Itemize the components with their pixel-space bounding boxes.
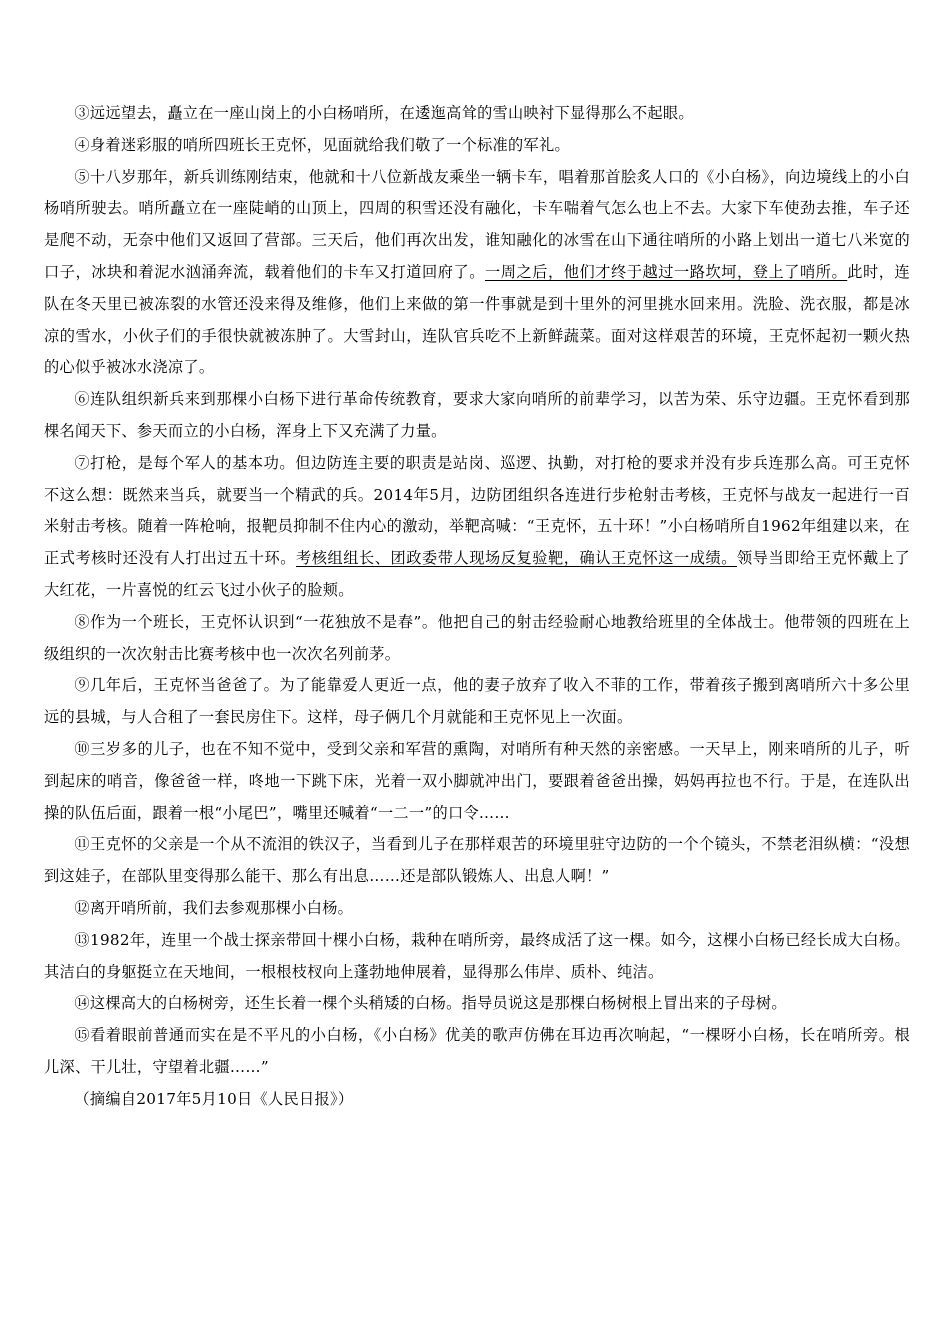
- paragraph-8: ⑧作为一个班长，王克怀认识到“一花独放不是春”。他把自己的射击经验耐心地教给班里的全体战士。他带领的四班在上级组织的一次次射击比赛考核中也一次次名列前茅。: [44, 612, 910, 663]
- paragraph-5-part-b: 此时，连队在冬天里已被冻裂的水管还没来得及维修，他们上来做的第一件事就是到十里外的河里挑水回来用。洗脸、洗衣服，都是冰凉的雪水，小伙子们的手很快就被冻肿了。大雪封山，连队官兵吃不上新鲜蔬菜。面对这样艰苦的环境，王克怀起初一颗火热的心似乎被冰水浇凉了。: [44, 262, 910, 377]
- paragraph-4: ④身着迷彩服的哨所四班长王克怀，见面就给我们敬了一个标准的军礼。: [74, 135, 570, 154]
- source-citation: （摘编自2017年5月10日《人民日报》）: [74, 1089, 354, 1108]
- paragraph-10: ⑩三岁多的儿子，也在不知不觉中，受到父亲和军营的熏陶，对哨所有种天然的亲密感。一天早上，刚来哨所的儿子，听到起床的哨音，像爸爸一样，咚地一下跳下床，光着一双小脚就冲出门，要跟着爸爸出操，妈妈再拉也不行。于是，在连队出操的队伍后面，跟着一根“小尾巴”，嘴里还喊着“一二一”的口令……: [44, 739, 910, 822]
- paragraph-5: [44, 162, 910, 385]
- paragraph-6: ⑥连队组织新兵来到那棵小白杨下进行革命传统教育，要求大家向哨所的前辈学习，以苦为荣、乐守边疆。王克怀看到那棵名闻天下、参天而立的小白杨，浑身上下又充满了力量。: [44, 390, 910, 440]
- paragraph-15: ⑮看着眼前普通而实在是不平凡的小白杨，《小白杨》优美的歌声仿佛在耳边再次响起，“一棵呀小白杨，长在哨所旁。根儿深、干儿壮，守望着北疆……”: [44, 1026, 910, 1076]
- paragraph-12: ⑫离开哨所前，我们去参观那棵小白杨。: [74, 898, 354, 917]
- paragraph-7: [44, 448, 910, 607]
- underlined-sentence-7: 考核组组长、团政委带人现场反复验靶，确认王克怀这一成绩。: [296, 549, 737, 568]
- article-body: [44, 98, 910, 1116]
- underlined-sentence-5: 一周之后，他们才终于越过一路坎坷，登上了哨所。: [485, 262, 848, 281]
- paragraph-7-part-a: ⑦打枪，是每个军人的基本功。但边防连主要的职责是站岗、巡逻、执勤，对打枪的要求并没有步兵连那么高。可王克怀不这么想：既然来当兵，就要当一个精武的兵。2014年5月，边防团组织各连进行步枪射击考核，王克怀与战友一起进行一百米射击考核。随着一阵枪响，报靶员抑制不住内心的激动，举靶高喊：“王克怀，五十环！”小白杨哨所自1962年组建以来，在正式考核时还没有人打出过五十环。: [44, 453, 910, 568]
- paragraph-13: ⑬1982年，连里一个战士探亲带回十棵小白杨，栽种在哨所旁，最终成活了这一棵。如今，这棵小白杨已经长成大白杨。其洁白的身躯挺立在天地间，一根根枝杈向上蓬勃地伸展着，显得那么伟岸、质朴、纯洁。: [44, 930, 910, 981]
- paragraph-5-part-a: ⑤十八岁那年，新兵训练刚结束，他就和十八位新战友乘坐一辆卡车，唱着那首脍炙人口的《小白杨》，向边境线上的小白杨哨所驶去。哨所矗立在一座陡峭的山顶上，四周的积雪还没有融化，卡车喘着气怎么也上不去。大家下车使劲去推，车子还是爬不动，无奈中他们又返回了营部。三天后，他们再次出发，谁知融化的冰雪在山下通往哨所的小路上划出一道七八米宽的口子，冰块和着泥水汹涌奔流，载着他们的卡车又打道回府了。: [44, 167, 910, 281]
- paragraph-7-part-b: 领导当即给王克怀戴上了大红花，一片喜悦的红云飞过小伙子的脸颊。: [44, 549, 910, 599]
- paragraph-3: ③远远望去，矗立在一座山岗上的小白杨哨所，在逶迤高耸的雪山映衬下显得那么不起眼。: [74, 104, 694, 122]
- paragraph-14: ⑭这棵高大的白杨树旁，还生长着一棵个头稍矮的白杨。指导员说这是那棵白杨树根上冒出来的子母树。: [74, 994, 787, 1013]
- paragraph-9: ⑨几年后，王克怀当爸爸了。为了能靠爱人更近一点，他的妻子放弃了收入不菲的工作，带着孩子搬到离哨所六十多公里远的县城，与人合租了一套民房住下。这样，母子俩几个月就能和王克怀见上一次面。: [44, 676, 910, 727]
- paragraph-11: ⑪王克怀的父亲是一个从不流泪的铁汉子，当看到儿子在那样艰苦的环境里驻守边防的一个个镜头，不禁老泪纵横：“没想到这娃子，在部队里变得那么能干、那么有出息……还是部队锻炼人、出息人啊！”: [44, 835, 910, 886]
